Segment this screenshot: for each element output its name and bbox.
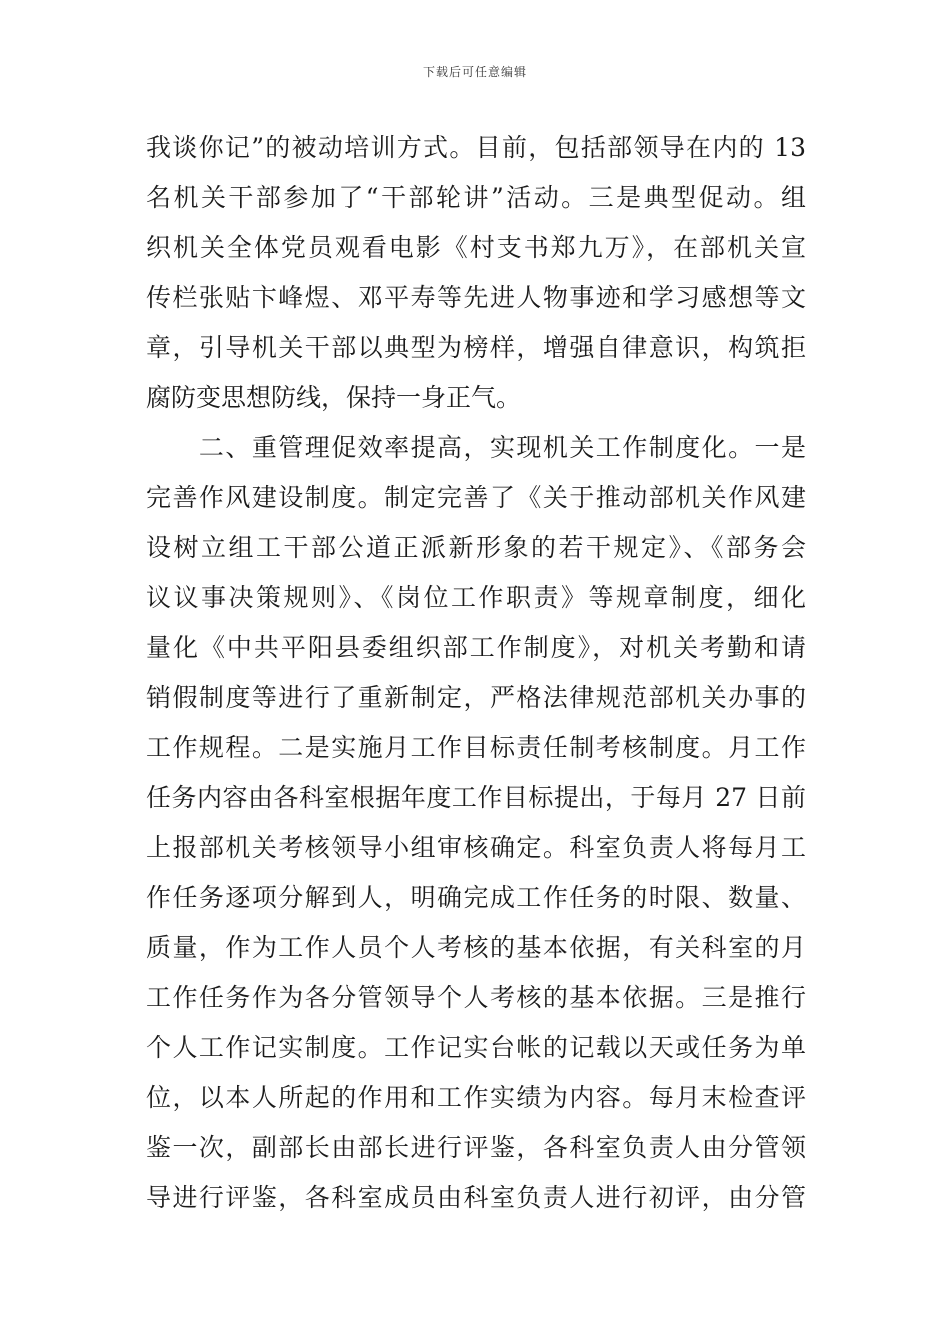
text-line: 工作规程。二是实施月工作目标责任制考核制度。月工作 (146, 733, 806, 762)
document-body (146, 123, 806, 1223)
text-line: 设树立组工干部公道正派新形象的若干规定》、《部务会 (146, 533, 806, 562)
text-line: 腐防变思想防线，保持一身正气。 (146, 383, 522, 412)
text-line: 任务内容由各科室根据年度工作目标提出，于每月 27 日前 (146, 783, 806, 812)
paragraph-start-line: 二、重管理促效率提高，实现机关工作制度化。一是 (146, 433, 806, 462)
text-line: 织机关全体党员观看电影《村支书郑九万》，在部机关宣 (146, 233, 806, 262)
text-line: 销假制度等进行了重新制定，严格法律规范部机关办事的 (146, 683, 806, 712)
text-line: 议议事决策规则》、《岗位工作职责》等规章制度，细化 (146, 583, 806, 612)
text-line: 作任务逐项分解到人，明确完成工作任务的时限、数量、 (146, 883, 806, 912)
text-line: 鉴一次，副部长由部长进行评鉴，各科室负责人由分管领 (146, 1133, 806, 1162)
page-header: 下载后可任意编辑 (422, 65, 527, 79)
text-line: 量化《中共平阳县委组织部工作制度》，对机关考勤和请 (146, 633, 806, 662)
text-line: 完善作风建设制度。制定完善了《关于推动部机关作风建 (146, 483, 806, 512)
text-line: 质量，作为工作人员个人考核的基本依据，有关科室的月 (146, 933, 806, 962)
text-line: 导进行评鉴，各科室成员由科室负责人进行初评，由分管 (146, 1183, 806, 1212)
text-line: 位，以本人所起的作用和工作实绩为内容。每月末检查评 (146, 1083, 806, 1112)
text-line: 上报部机关考核领导小组审核确定。科室负责人将每月工 (146, 833, 806, 862)
text-line: 个人工作记实制度。工作记实台帐的记载以天或任务为单 (146, 1033, 806, 1062)
text-line: 传栏张贴卞峰煜、邓平寿等先进人物事迹和学习感想等文 (146, 283, 806, 312)
text-line: 名机关干部参加了“干部轮讲”活动。三是典型促动。组 (146, 183, 806, 212)
text-line: 章，引导机关干部以典型为榜样，增强自律意识，构筑拒 (146, 333, 806, 362)
text-line: 我谈你记”的被动培训方式。目前，包括部领导在内的 13 (146, 133, 806, 162)
text-line: 工作任务作为各分管领导个人考核的基本依据。三是推行 (146, 983, 806, 1012)
